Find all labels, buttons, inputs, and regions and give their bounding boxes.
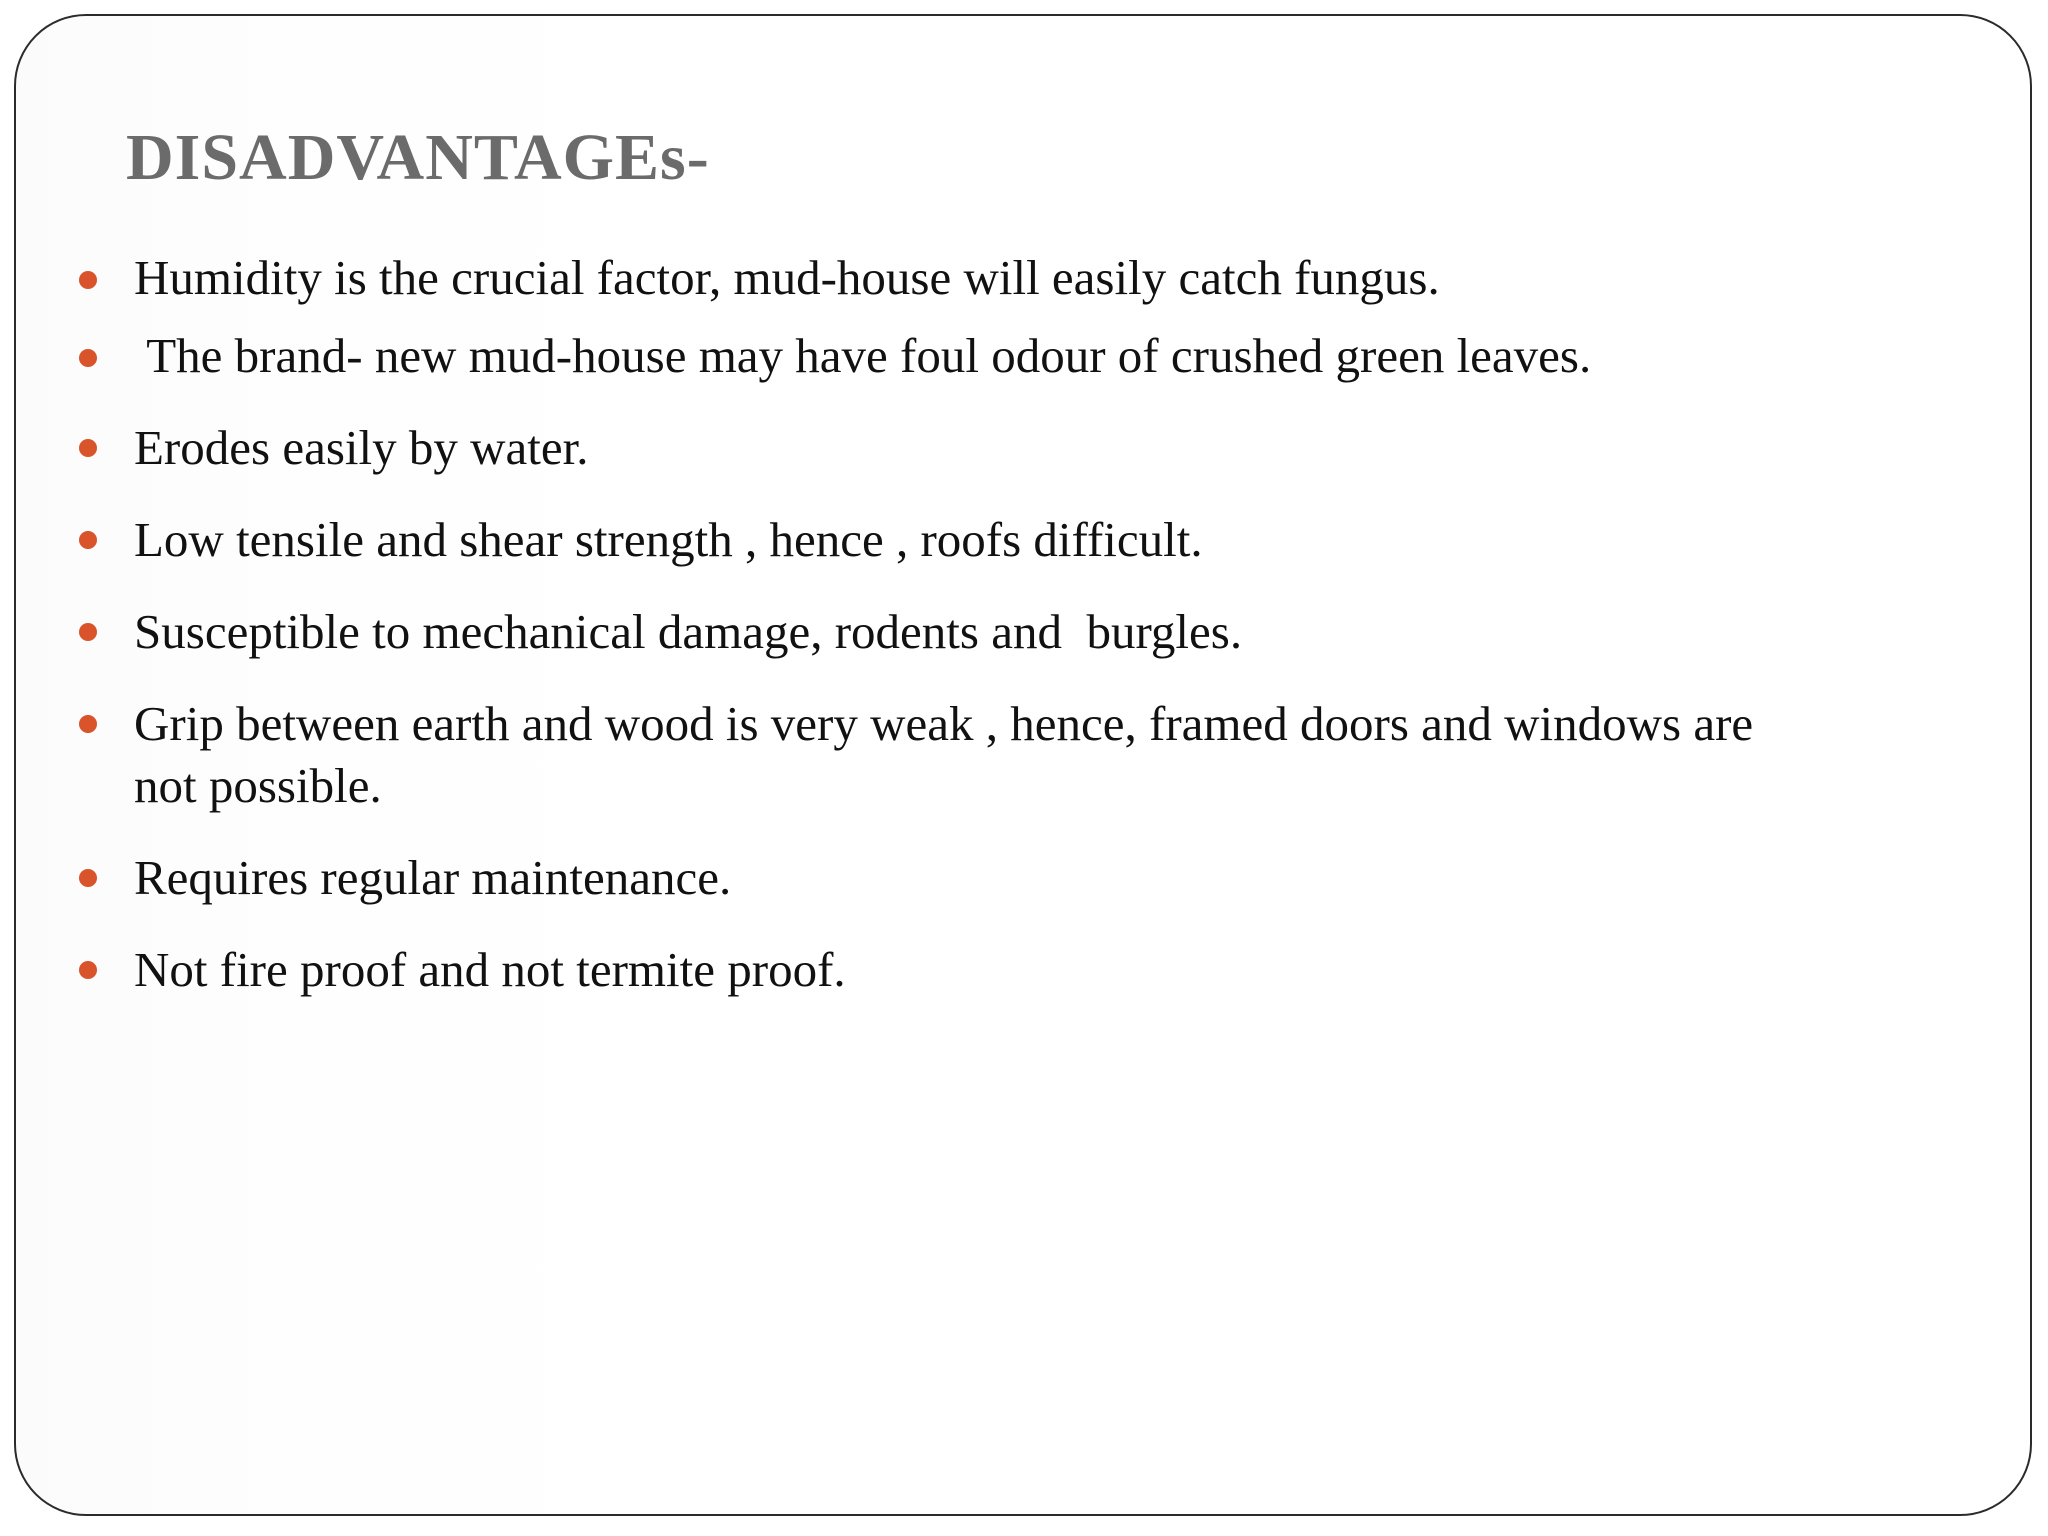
- bullet-dot-icon: [79, 715, 97, 733]
- bullet-text: Humidity is the crucial factor, mud-house will easily catch fungus.: [134, 250, 1440, 305]
- bullet-dot-icon: [79, 623, 97, 641]
- bullet-text: Erodes easily by water.: [134, 420, 589, 475]
- slide: [14, 14, 2032, 1516]
- bullet-dot-icon: [79, 531, 97, 549]
- bullet-dot-icon: [79, 271, 97, 289]
- bullet-text: Grip between earth and wood is very weak , hence, framed doors and windows are not possible.: [134, 696, 1766, 813]
- bullet-dot-icon: [79, 961, 97, 979]
- bullet-text: Requires regular maintenance.: [134, 850, 732, 905]
- bullet-text: Low tensile and shear strength , hence , roofs difficult.: [134, 512, 1203, 567]
- bullet-text: Susceptible to mechanical damage, rodents and burgles.: [134, 604, 1243, 659]
- slide-title: DISADVANTAGEs-: [126, 121, 710, 194]
- bullet-list: [16, 16, 2030, 1514]
- bullet-dot-icon: [79, 349, 97, 367]
- bullet-text: Not fire proof and not termite proof.: [134, 942, 846, 997]
- bullet-dot-icon: [79, 439, 97, 457]
- bullet-text: The brand- new mud-house may have foul odour of crushed green leaves.: [134, 328, 1592, 383]
- bullet-dot-icon: [79, 869, 97, 887]
